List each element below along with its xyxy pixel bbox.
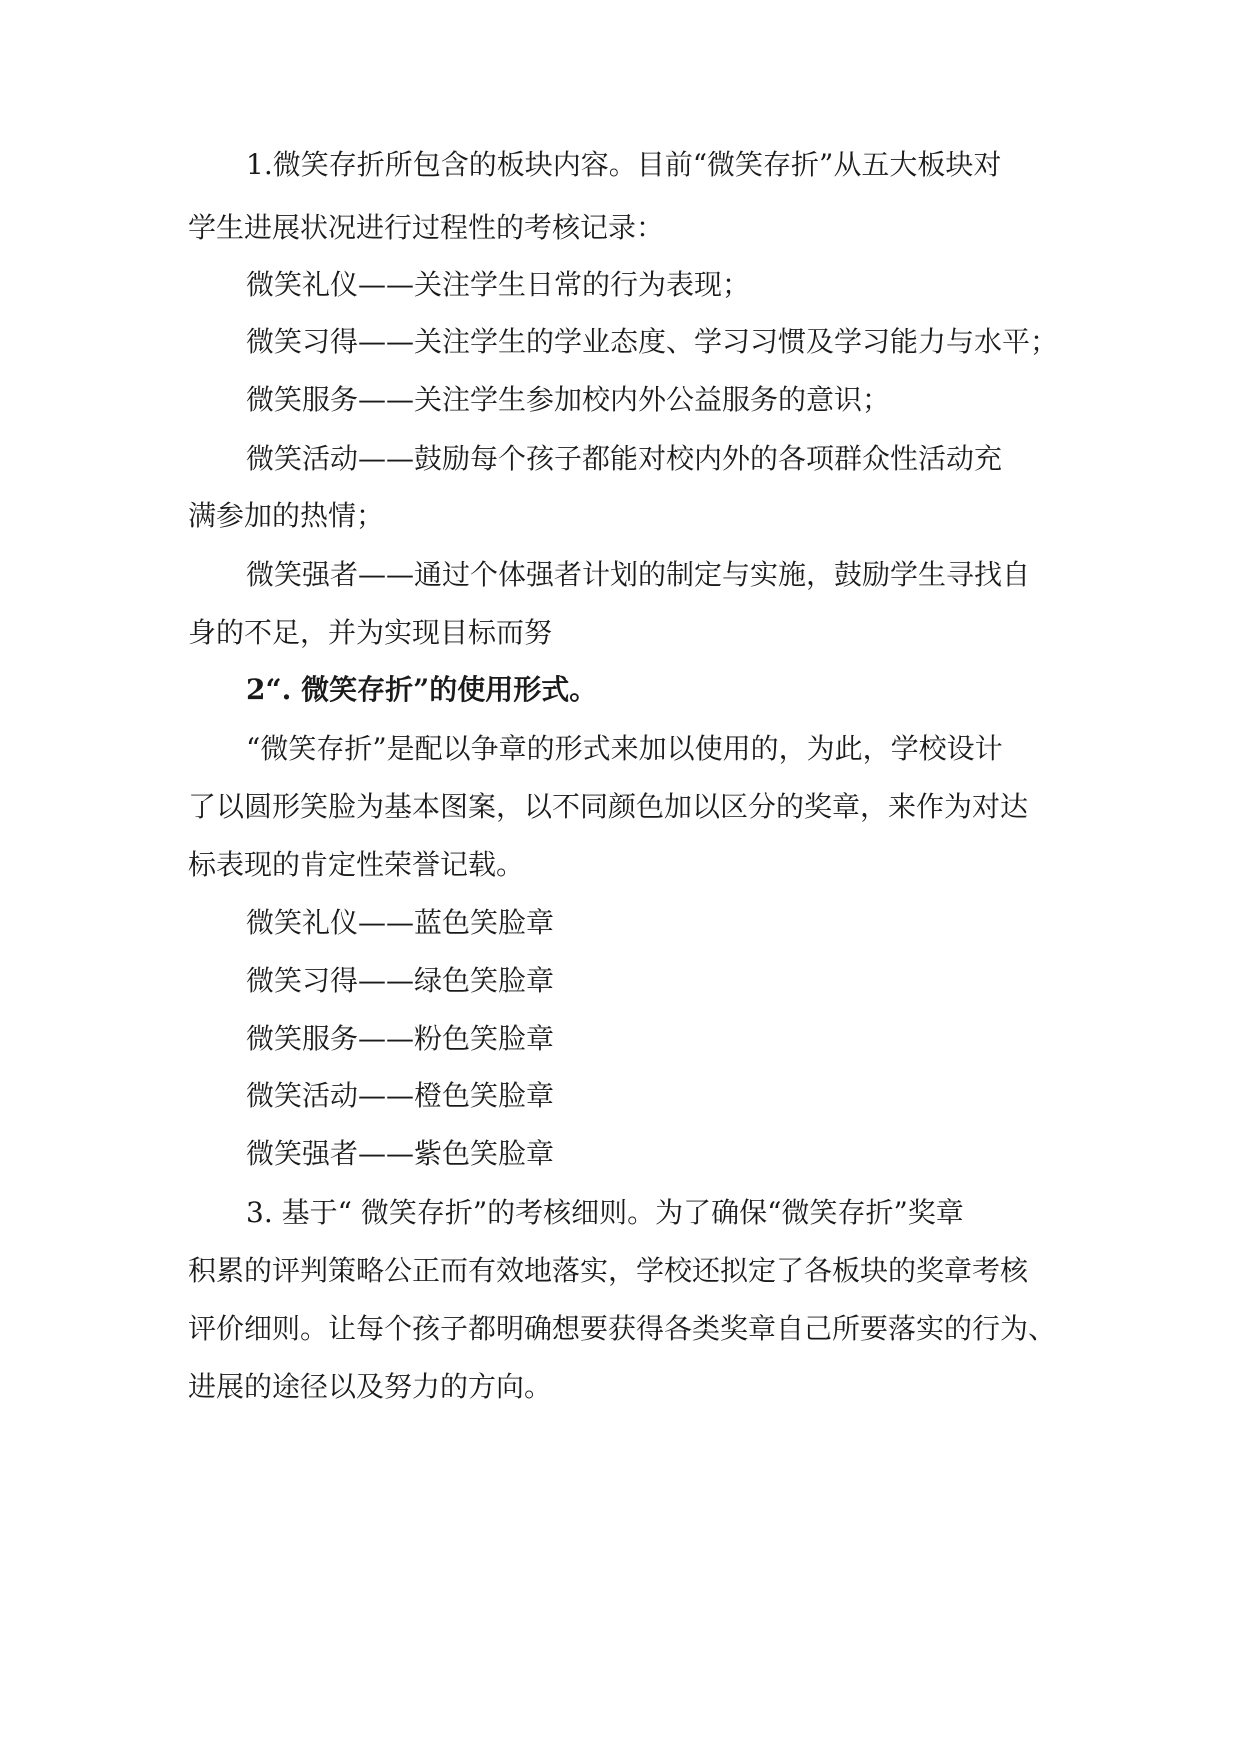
badge-item-pink: 微笑服务——粉色笑脸章 xyxy=(246,1022,555,1055)
paragraph-rules-line-1: 3. 基于“ 微笑存折”的考核细则。为了确保“微笑存折”奖章 xyxy=(246,1196,964,1229)
paragraph-huodong-line-2: 满参加的热情； xyxy=(188,499,385,532)
badge-item-blue: 微笑礼仪——蓝色笑脸章 xyxy=(246,906,555,939)
paragraph-1-line-2: 学生进展状况进行过程性的考核记录： xyxy=(188,211,665,244)
badge-item-orange: 微笑活动——橙色笑脸章 xyxy=(246,1079,555,1112)
paragraph-rules-line-4: 进展的途径以及努力的方向。 xyxy=(188,1370,553,1403)
paragraph-liyi: 微笑礼仪——关注学生日常的行为表现； xyxy=(246,268,751,301)
paragraph-1-line-1: 1.微笑存折所包含的板块内容。目前“微笑存折”从五大板块对 xyxy=(246,148,1002,181)
badge-item-green: 微笑习得——绿色笑脸章 xyxy=(246,964,555,997)
section-heading-2: 2“. 微笑存折”的使用形式。 xyxy=(246,673,598,706)
paragraph-rules-line-3: 评价细则。让每个孩子都明确想要获得各类奖章自己所要落实的行为、 xyxy=(188,1312,1057,1345)
paragraph-xide: 微笑习得——关注学生的学业态度、学习习惯及学习能力与水平； xyxy=(246,325,1059,358)
paragraph-huodong-line-1: 微笑活动——鼓励每个孩子都能对校内外的各项群众性活动充 xyxy=(246,442,1003,475)
badge-item-purple: 微笑强者——紫色笑脸章 xyxy=(246,1137,555,1170)
paragraph-rules-line-2: 积累的评判策略公正而有效地落实，学校还拟定了各板块的奖章考核 xyxy=(188,1254,1029,1287)
paragraph-qiangzhe-line-1: 微笑强者——通过个体强者计划的制定与实施，鼓励学生寻找自 xyxy=(246,558,1031,591)
paragraph-usage-line-1: “微笑存折”是配以争章的形式来加以使用的，为此，学校设计 xyxy=(246,732,1003,765)
paragraph-fuwu: 微笑服务——关注学生参加校内外公益服务的意识； xyxy=(246,383,891,416)
paragraph-qiangzhe-line-2: 身的不足，并为实现目标而努 xyxy=(188,616,553,649)
paragraph-usage-line-3: 标表现的肯定性荣誉记载。 xyxy=(188,848,525,881)
paragraph-usage-line-2: 了以圆形笑脸为基本图案，以不同颜色加以区分的奖章，来作为对达 xyxy=(188,790,1029,823)
